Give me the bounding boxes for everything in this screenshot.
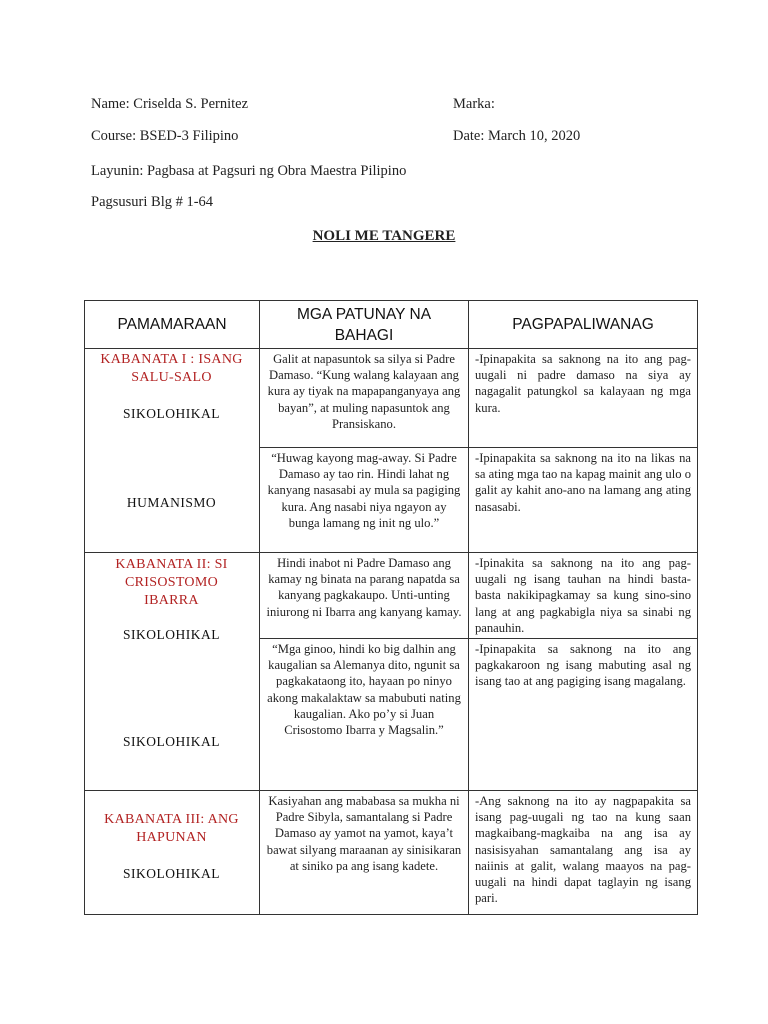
table-border-bottom [84, 914, 698, 915]
kabanata-1-title: KABANATA I : ISANG SALU-SALO [100, 352, 243, 385]
patunay-cell: Galit at napasuntok sa silya si Padre Damaso. “Kung walang kalayaan ang kura ay tiyak na mapapanganyaya ang bayan”, at muling napasuntok ang Pransiskano. [267, 352, 461, 431]
paliwanag-cell: -Ipinapakita sa saknong na ito ang pagkakaroon ng isang mabuting asal ng isang tao at ang pagiging isang magalang. [475, 642, 691, 689]
method-label: SIKOLOHIKAL [123, 627, 220, 642]
layunin-label: Layunin: Pagbasa at Pagsuri ng Obra Maestra Pilipino [91, 163, 407, 179]
header-pagpapaliwanag: PAGPAPALIWANAG [512, 316, 654, 333]
marka-label: Marka: [453, 96, 495, 112]
patunay-cell: “Huwag kayong mag-away. Si Padre Damaso ay tao rin. Hindi lahat ng kanyang nasasabi ay mula sa pagiging kura. Ang nasabi niya ngayon ay bunga lamang ng init ng ulo.” [267, 451, 461, 530]
header-pamamaraan: PAMAMARAAN [117, 316, 227, 333]
method-label: SIKOLOHIKAL [123, 406, 220, 421]
date-label: Date: March 10, 2020 [453, 128, 581, 144]
paliwanag-cell: -Ipinakita sa saknong na ito ang pag-uugali ng isang tauhan na hindi basta-basta nakikipagkamay sa kung sino-sino lang at ang pagkabigla niya sa sinabi ng panauhin. [475, 556, 691, 635]
method-label: HUMANISMO [126, 495, 217, 510]
table-border-right [697, 300, 698, 915]
patunay-cell: “Mga ginoo, hindi ko big dalhin ang kaugalian sa Alemanya dito, ngunit sa pagkakataong ito, hayaan po ninyo akong makalaktaw sa mabubuti nating kaugalian. Ako po’y si Juan Crisostomo Ibarra y Magsalin.” [267, 642, 461, 738]
paliwanag-cell: -Ang saknong na ito ay nagpapakita sa isang pag-uugali ng tao na kung saan magkaibang-magkaiba na ang isa ay nasisisyahan samantalang ang isa ay naiinis at galit, walang maayos na pag-uugali na hindi dapat taglayin ng isang pari. [475, 794, 691, 906]
method-label: SIKOLOHIKAL [123, 734, 220, 749]
paliwanag-cell: -Ipinapakita sa saknong na ito ang pag-uugali ni padre damaso na siya ay nagagalit patungkol sa kalayaan ng mga kura. [475, 352, 691, 415]
analysis-table [84, 300, 698, 915]
patunay-cell: Hindi inabot ni Padre Damaso ang kamay ng binata na parang napatda sa kanyang pagkakaupo. Unti-unting iniurong ni Ibarra ang kanyang kamay. [266, 556, 462, 619]
paliwanag-cell: -Ipinapakita sa saknong na ito na likas na sa ating mga tao na kapag mainit ang ulo o galit ay kahit ano-ano na lamang ang ating nasasabi. [475, 451, 691, 514]
kabanata-3-title: KABANATA III: ANG HAPUNAN [104, 812, 239, 845]
kabanata-2-title: KABANATA II: SI CRISOSTOMO IBARRA [115, 557, 228, 608]
student-name: Name: Criselda S. Pernitez [91, 96, 249, 112]
document-title: NOLI ME TANGERE [312, 228, 456, 244]
patunay-cell: Kasiyahan ang mababasa sa mukha ni Padre Sibyla, samantalang si Padre Damaso ay yamot na yamot, kaya’t bawat silyang maraanan ay sinisikaran at siniko pa ang isang kadete. [266, 794, 462, 873]
pagsusuri-label: Pagsusuri Blg # 1-64 [91, 194, 214, 210]
course-label: Course: BSED-3 Filipino [91, 128, 239, 144]
method-label: SIKOLOHIKAL [123, 866, 220, 881]
header-patunay: MGA PATUNAY NA BAHAGI [296, 305, 432, 344]
